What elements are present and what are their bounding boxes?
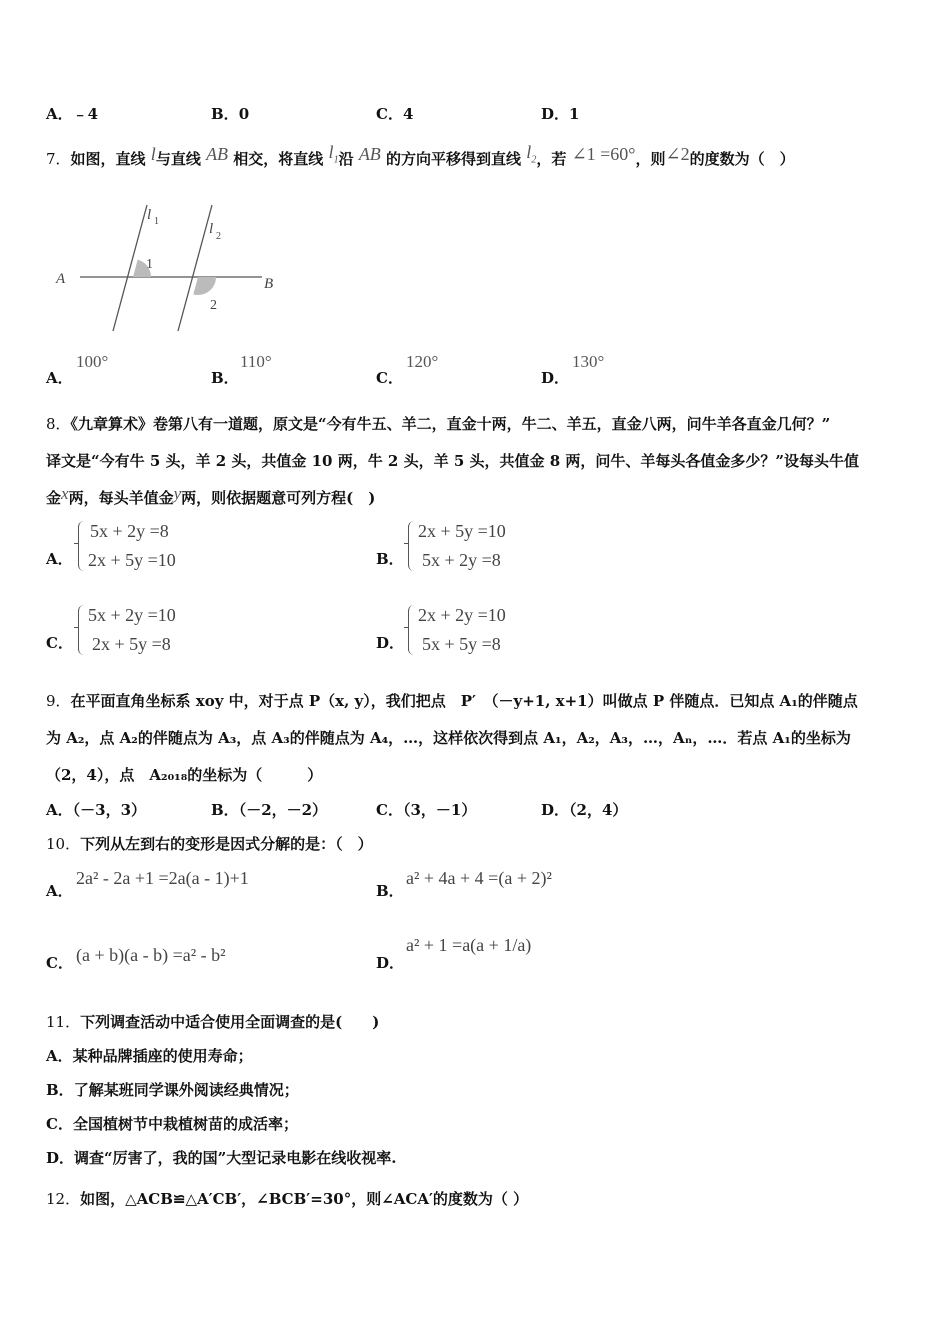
- label-a: A: [56, 271, 66, 287]
- q9-option-c[interactable]: C．（3，－1）: [376, 801, 477, 819]
- q6-option-a[interactable]: A．﹣4: [46, 105, 99, 123]
- q8-stem-line2: 译文是“今有牛 5 头，羊 2 头，共值金 10 两，牛 2 头，羊 5 头，共值金 8 两，问牛、羊每头各值金多少？”设每头牛值: [46, 452, 859, 470]
- q10-option-c-formula: (a + b)(a - b) =a² - b²: [76, 945, 226, 965]
- q11-option-d[interactable]: D．调查“厉害了，我的国”大型记录电影在线收视率.: [46, 1149, 397, 1167]
- q9-option-d[interactable]: D．（2，4）: [541, 801, 628, 819]
- q8-stem-line3: 金x两，每头羊值金y两，则依据题意可列方程( ): [46, 484, 376, 507]
- q7-option-b[interactable]: B．: [211, 369, 239, 387]
- q8-option-a-system: 5x + 2y =8 2x + 5y =10: [78, 517, 176, 575]
- q8-option-a[interactable]: A．: [46, 550, 73, 568]
- q6-option-b[interactable]: B．0: [211, 105, 250, 123]
- q10-option-a[interactable]: A．: [46, 882, 73, 900]
- q9-option-a[interactable]: A．（－3，3）: [46, 801, 147, 819]
- q11-stem: 11．下列调查活动中适合使用全面调查的是( ): [46, 1013, 380, 1031]
- q7-stem: 7．如图，直线 l与直线 AB 相交，将直线 $l_1$沿 AB 的方向平移得到直线 $l_2$，若 ∠1 =60°，则∠2的度数为（ ）: [46, 142, 795, 168]
- label-b: B: [264, 276, 274, 292]
- q7-option-d[interactable]: D．: [541, 369, 570, 387]
- label-l1: l: [147, 207, 152, 223]
- q7-option-c-value: 120°: [406, 352, 439, 371]
- q9-option-b[interactable]: B．（－2，－2）: [211, 801, 328, 819]
- q7-option-d-value: 130°: [572, 352, 605, 371]
- q10-option-d-formula: a² + 1 =a(a + 1/a): [406, 935, 532, 955]
- q7-option-a[interactable]: A．: [46, 369, 73, 387]
- q10-option-d[interactable]: D．: [376, 954, 405, 972]
- q7-option-b-value: 110°: [240, 352, 272, 371]
- q8-option-c[interactable]: C．: [46, 634, 73, 652]
- q9-stem-line1: 9．在平面直角坐标系 xoy 中，对于点 P（x, y），我们把点 P′ （－y+1, x+1）叫做点 P 伴随点．已知点 A₁的伴随点: [46, 692, 858, 710]
- q7-option-c[interactable]: C．: [376, 369, 403, 387]
- label-angle-2: 2: [210, 298, 217, 313]
- q10-option-b[interactable]: B．: [376, 882, 404, 900]
- q8-stem-line1: 8．《九章算术》卷第八有一道题，原文是“今有牛五、羊二，直金十两，牛二、羊五，直金八两，问牛羊各直金几何？”: [46, 415, 831, 433]
- line-l2: [178, 205, 212, 331]
- q11-option-a[interactable]: A．某种品牌插座的使用寿命；: [46, 1047, 253, 1065]
- q6-option-c[interactable]: C．4: [376, 105, 414, 123]
- q8-option-d[interactable]: D．: [376, 634, 405, 652]
- q11-option-b[interactable]: B．了解某班同学课外阅读经典情况；: [46, 1081, 299, 1099]
- q7-option-a-value: 100°: [76, 352, 109, 371]
- q10-option-c[interactable]: C．: [46, 954, 73, 972]
- angle-2-mark: [193, 277, 216, 295]
- q11-option-c[interactable]: C．全国植树节中栽植树苗的成活率；: [46, 1115, 298, 1133]
- q9-stem-line2: 为 A₂，点 A₂的伴随点为 A₃，点 A₃的伴随点为 A₄，…，这样依次得到点 A₁，A₂，A₃，…，Aₙ，…．若点 A₁的坐标为: [46, 729, 851, 747]
- q9-stem-line3: （2，4），点 A₂₀₁₈的坐标为（ ）: [46, 766, 323, 784]
- q8-option-c-system: 5x + 2y =10 2x + 5y =8: [78, 601, 176, 659]
- q10-stem: 10．下列从左到右的变形是因式分解的是：（ ）: [46, 835, 373, 853]
- label-l1-sub: 1: [154, 216, 159, 227]
- q10-option-b-formula: a² + 4a + 4 =(a + 2)²: [406, 868, 552, 888]
- q10-option-a-formula: 2a² - 2a +1 =2a(a - 1)+1: [76, 868, 249, 888]
- q6-option-d[interactable]: D．1: [541, 105, 580, 123]
- q8-option-b[interactable]: B．: [376, 550, 404, 568]
- q8-option-b-system: 2x + 5y =10 5x + 2y =8: [408, 517, 506, 575]
- label-l2: l: [209, 221, 214, 237]
- label-angle-1: 1: [146, 257, 153, 272]
- q8-option-d-system: 2x + 2y =10 5x + 5y =8: [408, 601, 506, 659]
- label-l2-sub: 2: [216, 231, 221, 242]
- q7-figure: [50, 195, 290, 340]
- q12-stem: 12．如图，△ACB≌△A′CB′，∠BCB′=30°，则∠ACA′的度数为（ ）: [46, 1190, 529, 1208]
